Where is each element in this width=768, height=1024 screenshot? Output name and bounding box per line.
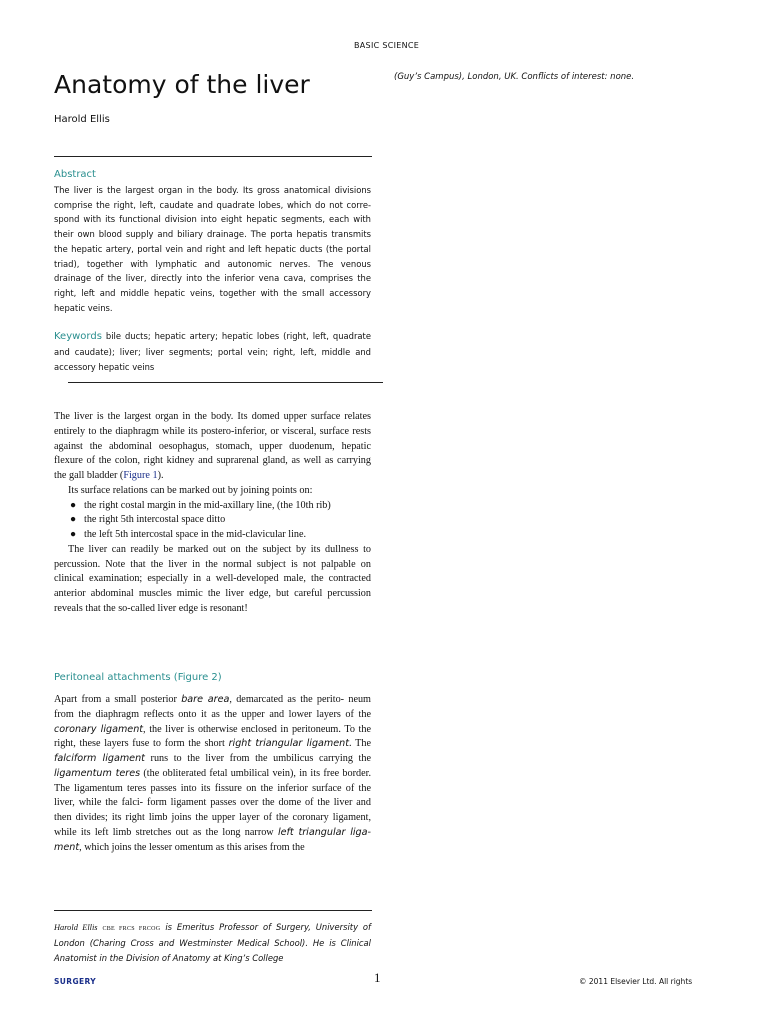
term-bare-area: bare area [181, 694, 230, 705]
peritoneal-paragraph: Apart from a small posterior bare area, demarcated as the perito- neum from the diaphragm reflects onto it as the upper and lower layers of the coronary ligament, the liver is otherwise enclosed in peritoneum. To the right, these layers fuse to form the short right triangular ligament. The falciform ligament runs to the liver from the umbilicus carrying the ligamentum teres (the obliterated fetal umbilical vein), in its free border. The ligamentum teres passes into its fissure on the inferior surface of the liver, while the falci- form ligament passes over the dome of the liver and then divides; its right limb joins the upper layer of the coronary ligament, while its left limb stretches out as the long narrow left triangular liga- ment, which joins the lesser omentum as this arises from the [54, 694, 371, 853]
copyright: © 2011 Elsevier Ltd. All rights [579, 977, 693, 986]
section-heading-peritoneal: Peritoneal attachments (Figure 2) [54, 672, 222, 683]
footnote-author-name: Harold Ellis [54, 923, 98, 932]
term-ligamentum-teres: ligamentum teres [54, 767, 141, 779]
article-title: Anatomy of the liver [54, 70, 310, 99]
list-item: ● the left 5th intercostal space in the mid-clavicular line. [68, 528, 371, 543]
intro-paragraph-1: The liver is the largest organ in the body. Its domed upper surface relates entirely to the diaphragm while its postero-inferior, or visceral, surface rests against the abdominal oesophagus, stomach, upper duodenum, hepatic flexure of the colon, right kidney and suprarenal gland, as well as carrying the gall bladder (Figure 1). [54, 411, 371, 481]
intro-paragraph-2: Its surface relations can be marked out by joining points on: [68, 484, 313, 496]
peritoneal-section [54, 693, 371, 855]
author-name: Harold Ellis [54, 114, 110, 125]
abstract-top-rule [54, 156, 372, 157]
author-affiliation: (Guy’s Campus), London, UK. Conflicts of interest: none. [394, 72, 635, 82]
bullet-icon: ● [70, 499, 77, 511]
term-left-triangular-ligament: left triangular liga- ment [54, 826, 371, 853]
intro-paragraph-3: The liver can readily be marked out on the subject by its dullness to percussion. Note that the liver in the normal subject is not palpable on clinical examination; especially in a well-developed male, the contracted anterior abdominal muscles mimic the liver edge, but careful percussion reveals that the so-called liver edge is resonant! [54, 543, 371, 614]
term-coronary-ligament: coronary ligament [54, 723, 144, 735]
abstract-heading: Abstract [54, 169, 96, 180]
keywords [54, 329, 371, 374]
keywords-label: Keywords [54, 331, 102, 342]
keywords-bottom-rule [68, 382, 383, 383]
list-item: ● the right costal margin in the mid-axillary line, (the 10th rib) [68, 499, 371, 514]
footnote-qualifications: CBE FRCS FRCOG [102, 926, 161, 932]
author-footnote [54, 920, 371, 965]
running-head: BASIC SCIENCE [354, 41, 420, 50]
bullet-icon: ● [70, 529, 77, 540]
intro-section [54, 410, 371, 617]
surface-points-list [54, 499, 371, 543]
term-right-triangular-ligament: right triangular ligament [228, 738, 350, 750]
abstract-text: The liver is the largest organ in the body. Its gross anatomical divisions comprise the right, left, caudate and quadrate lobes, which do not corre- spond with its functional division into eight hepatic segments, each with their own blood supply and biliary drainage. The porta hepatis transmits the hepatic artery, portal vein and right and left hepatic ducts (the portal triad), together with lymphatic and autonomic nerves. The venous drainage of the liver, directly into the inferior vena cava, comprises the right, left and middle hepatic veins, together with the small accessory hepatic veins. [54, 185, 371, 313]
figure-1-link[interactable]: Figure 1 [123, 470, 158, 481]
list-item: ● the right 5th intercostal space ditto [68, 513, 371, 528]
footnote-rule [54, 910, 372, 911]
keywords-text: bile ducts; hepatic artery; hepatic lobes (right, left, quadrate and caudate); liver; liver segments; portal vein; right, left, middle and accessory hepatic veins [54, 331, 371, 372]
journal-name: SURGERY [54, 977, 97, 986]
page-number: 1 [374, 970, 381, 985]
term-falciform-ligament: falciform ligament [54, 753, 145, 764]
footnote-text: is Emeritus Professor of Surgery, University of London (Charing Cross and Westminster Medical School). He is Clinical Anatomist in the Division of Anatomy at King’s College [54, 922, 371, 963]
bullet-icon: ● [70, 514, 77, 526]
